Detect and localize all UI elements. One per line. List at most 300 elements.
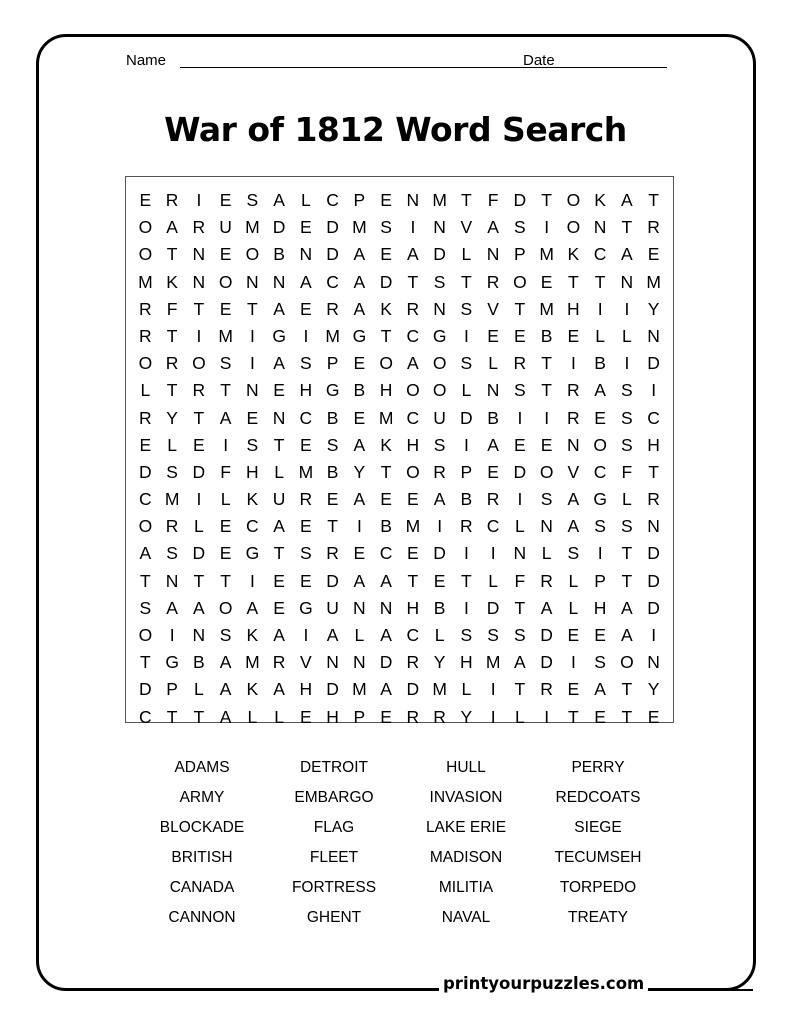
grid-cell: P bbox=[166, 679, 178, 700]
grid-cell: M bbox=[432, 679, 447, 700]
word-list-item: EMBARGO bbox=[294, 789, 374, 806]
grid-cell: E bbox=[139, 434, 152, 455]
grid-cell: Y bbox=[433, 652, 446, 673]
word-list-item: CANNON bbox=[168, 909, 236, 926]
grid-row bbox=[132, 323, 667, 350]
grid-cell: A bbox=[621, 625, 633, 645]
grid-cell: H bbox=[326, 706, 339, 727]
grid-row bbox=[132, 296, 667, 323]
grid-cell: E bbox=[594, 625, 606, 645]
grid-cell: S bbox=[514, 625, 526, 645]
grid-cell: I bbox=[223, 434, 229, 455]
grid-cell: O bbox=[566, 217, 581, 238]
grid-cell: N bbox=[486, 380, 500, 401]
grid-cell: I bbox=[624, 298, 630, 319]
grid-cell: T bbox=[621, 217, 633, 238]
grid-cell: D bbox=[326, 570, 339, 591]
grid-cell: A bbox=[273, 679, 285, 700]
grid-cell: N bbox=[192, 625, 206, 645]
grid-cell: D bbox=[513, 190, 527, 210]
grid-cell: S bbox=[166, 461, 178, 482]
grid-cell: N bbox=[513, 543, 527, 564]
word-list-item: FORTRESS bbox=[291, 879, 377, 896]
grid-cell: E bbox=[380, 706, 392, 727]
grid-cell: D bbox=[647, 597, 660, 618]
grid-cell: N bbox=[165, 570, 179, 591]
grid-cell: T bbox=[140, 652, 151, 673]
word-list-item: BRITISH bbox=[171, 849, 233, 866]
grid-cell: C bbox=[486, 516, 500, 537]
word-list bbox=[136, 757, 666, 937]
grid-cell: T bbox=[568, 706, 579, 727]
grid-cell: C bbox=[379, 543, 393, 564]
name-date-row bbox=[126, 52, 671, 72]
grid-cell: O bbox=[138, 244, 153, 265]
grid-cell: R bbox=[165, 353, 179, 374]
grid-cell: E bbox=[300, 516, 312, 537]
grid-cell: I bbox=[463, 434, 469, 455]
grid-cell: N bbox=[246, 271, 259, 292]
grid-cell: Y bbox=[647, 298, 660, 319]
grid-cell: N bbox=[620, 271, 634, 292]
grid-cell: A bbox=[353, 271, 366, 292]
grid-cell: S bbox=[460, 353, 473, 374]
grid-cell: A bbox=[139, 543, 152, 564]
grid-cell: N bbox=[593, 217, 607, 238]
grid-cell: E bbox=[380, 244, 392, 265]
grid-cell: S bbox=[139, 597, 152, 618]
grid-cell: A bbox=[407, 244, 419, 265]
grid-cell: R bbox=[192, 217, 206, 238]
grid-cell: S bbox=[326, 434, 339, 455]
grid-cell: O bbox=[218, 597, 233, 618]
grid-cell: N bbox=[433, 298, 446, 319]
grid-cell: T bbox=[407, 271, 419, 292]
grid-cell: P bbox=[353, 190, 366, 210]
grid-cell: C bbox=[326, 190, 339, 210]
grid-cell: L bbox=[461, 244, 472, 265]
grid-cell: A bbox=[219, 706, 232, 727]
grid-cell: S bbox=[540, 489, 553, 510]
grid-cell: R bbox=[139, 407, 152, 428]
grid-cell: A bbox=[166, 597, 178, 618]
grid-cell: K bbox=[166, 271, 178, 292]
grid-cell: F bbox=[220, 461, 231, 482]
grid-cell: D bbox=[540, 625, 553, 645]
grid-cell: A bbox=[300, 271, 312, 292]
grid-cell: A bbox=[380, 625, 392, 645]
footer-rule-right bbox=[650, 989, 753, 991]
word-list-item: PERRY bbox=[571, 759, 625, 776]
grid-cell: T bbox=[461, 570, 472, 591]
grid-cell: C bbox=[593, 461, 607, 482]
grid-cell: C bbox=[326, 271, 339, 292]
grid-cell: S bbox=[460, 298, 473, 319]
grid-cell: S bbox=[621, 434, 633, 455]
grid-cell: N bbox=[567, 434, 580, 455]
grid-cell: G bbox=[245, 543, 260, 564]
grid-cell: T bbox=[648, 461, 659, 482]
grid-cell: M bbox=[298, 461, 314, 482]
grid-cell: T bbox=[541, 380, 552, 401]
grid-cell: P bbox=[514, 244, 526, 265]
grid-cell: O bbox=[138, 217, 153, 238]
grid-cell: D bbox=[192, 543, 206, 564]
grid-cell: N bbox=[192, 271, 206, 292]
grid-cell: O bbox=[406, 461, 420, 482]
grid-cell: T bbox=[594, 271, 606, 292]
date-line bbox=[567, 67, 667, 68]
grid-cell: O bbox=[192, 353, 206, 374]
grid-cell: E bbox=[219, 298, 232, 319]
grid-cell: H bbox=[460, 652, 473, 673]
grid-cell: O bbox=[432, 353, 447, 374]
grid-cell: K bbox=[246, 489, 259, 510]
grid-cell: O bbox=[539, 461, 554, 482]
grid-cell: H bbox=[299, 679, 313, 700]
grid-cell: E bbox=[380, 489, 392, 510]
grid-cell: O bbox=[138, 353, 153, 374]
grid-cell: I bbox=[570, 652, 576, 673]
grid-cell: D bbox=[272, 217, 286, 238]
grid-cell: D bbox=[540, 652, 553, 673]
grid-cell: P bbox=[353, 706, 366, 727]
grid-cell: E bbox=[193, 434, 205, 455]
grid-cell: D bbox=[326, 679, 339, 700]
grid-cell: R bbox=[486, 489, 500, 510]
grid-cell: S bbox=[487, 625, 499, 645]
grid-cell: T bbox=[621, 543, 633, 564]
grid-cell: E bbox=[246, 407, 259, 428]
grid-cell: T bbox=[621, 706, 633, 727]
word-list-item: DETROIT bbox=[299, 759, 369, 776]
grid-cell: A bbox=[273, 516, 285, 537]
grid-cell: T bbox=[193, 570, 205, 591]
grid-cell: L bbox=[220, 489, 231, 510]
grid-cell: A bbox=[487, 217, 499, 238]
grid-cell: E bbox=[594, 706, 606, 727]
grid-cell: A bbox=[353, 570, 366, 591]
grid-cell: M bbox=[405, 516, 421, 537]
grid-cell: A bbox=[380, 679, 392, 700]
grid-cell: L bbox=[301, 190, 311, 210]
word-list-item: BLOCKADE bbox=[159, 819, 245, 836]
word-list-item: SIEGE bbox=[574, 819, 622, 836]
grid-cell: D bbox=[647, 570, 660, 591]
grid-cell: T bbox=[514, 679, 526, 700]
grid-cell: P bbox=[594, 570, 606, 591]
footer-rule-left bbox=[150, 989, 426, 991]
grid-cell: I bbox=[249, 325, 255, 346]
grid-cell: A bbox=[433, 489, 446, 510]
grid-cell: L bbox=[622, 325, 632, 346]
grid-cell: T bbox=[568, 271, 579, 292]
grid-cell: E bbox=[273, 570, 285, 591]
grid-cell: S bbox=[166, 543, 178, 564]
grid-cell: T bbox=[220, 570, 231, 591]
grid-cell: E bbox=[353, 407, 366, 428]
grid-cell: T bbox=[193, 298, 205, 319]
grid-cell: E bbox=[326, 489, 339, 510]
grid-cell: G bbox=[432, 325, 447, 346]
grid-cell: R bbox=[647, 217, 660, 238]
grid-cell: Y bbox=[353, 461, 366, 482]
grid-cell: L bbox=[167, 434, 177, 455]
grid-cell: I bbox=[544, 706, 550, 727]
grid-cell: E bbox=[514, 434, 526, 455]
grid-cell: A bbox=[621, 597, 633, 618]
grid-cell: L bbox=[194, 516, 204, 537]
grid-cell: O bbox=[513, 271, 527, 292]
grid-cell: D bbox=[326, 217, 339, 238]
grid-cell: I bbox=[356, 516, 362, 537]
grid-cell: M bbox=[352, 217, 367, 238]
grid-cell: T bbox=[273, 434, 285, 455]
grid-cell: E bbox=[300, 434, 312, 455]
grid-cell: S bbox=[219, 625, 232, 645]
grid-cell: R bbox=[326, 298, 339, 319]
grid-cell: N bbox=[647, 652, 660, 673]
word-list-item: ADAMS bbox=[174, 759, 230, 776]
grid-cell: E bbox=[219, 190, 232, 210]
grid-cell: I bbox=[544, 217, 550, 238]
grid-cell: C bbox=[139, 489, 152, 510]
grid-cell: A bbox=[353, 489, 366, 510]
grid-cell: M bbox=[378, 407, 394, 428]
grid-cell: O bbox=[566, 190, 581, 210]
grid-cell: O bbox=[379, 353, 393, 374]
word-list-item: MADISON bbox=[429, 849, 503, 866]
word-list-item: ARMY bbox=[179, 789, 225, 806]
grid-row bbox=[132, 350, 667, 377]
grid-row bbox=[132, 595, 667, 622]
grid-cell: D bbox=[433, 244, 446, 265]
grid-cell: T bbox=[327, 516, 338, 537]
grid-cell: T bbox=[166, 244, 178, 265]
grid-cell: K bbox=[246, 679, 259, 700]
grid-cell: S bbox=[433, 434, 446, 455]
grid-cell: C bbox=[299, 407, 313, 428]
grid-cell: I bbox=[490, 679, 496, 700]
grid-cell: A bbox=[246, 597, 259, 618]
grid-cell: C bbox=[139, 706, 152, 727]
footer-site: printyourpuzzles.com bbox=[439, 974, 648, 993]
grid-cell: E bbox=[540, 271, 553, 292]
grid-cell: O bbox=[218, 271, 233, 292]
grid-cell: L bbox=[541, 543, 552, 564]
grid-cell: C bbox=[406, 625, 420, 645]
grid-cell: A bbox=[621, 244, 633, 265]
grid-cell: I bbox=[570, 353, 576, 374]
grid-cell: A bbox=[273, 353, 285, 374]
word-list-item: FLEET bbox=[309, 849, 359, 866]
grid-cell: A bbox=[407, 353, 419, 374]
grid-row bbox=[132, 377, 667, 404]
grid-cell: E bbox=[139, 190, 152, 210]
grid-cell: H bbox=[406, 434, 420, 455]
grid-cell: E bbox=[567, 325, 580, 346]
grid-cell: R bbox=[139, 325, 152, 346]
grid-cell: A bbox=[219, 652, 232, 673]
grid-cell: A bbox=[487, 434, 499, 455]
grid-cell: I bbox=[490, 706, 496, 727]
grid-cell: N bbox=[272, 271, 286, 292]
grid-cell: B bbox=[594, 353, 606, 374]
letter-grid bbox=[125, 176, 674, 727]
grid-cell: D bbox=[326, 244, 339, 265]
grid-cell: R bbox=[540, 679, 553, 700]
grid-cell: L bbox=[194, 679, 204, 700]
grid-cell: H bbox=[299, 380, 313, 401]
grid-cell: E bbox=[487, 461, 499, 482]
grid-cell: B bbox=[433, 597, 446, 618]
grid-cell: N bbox=[192, 244, 206, 265]
grid-cell: V bbox=[460, 217, 473, 238]
grid-cell: I bbox=[196, 489, 202, 510]
grid-cell: B bbox=[380, 516, 392, 537]
grid-cell: B bbox=[273, 244, 285, 265]
grid-cell: G bbox=[165, 652, 179, 673]
grid-cell: L bbox=[140, 380, 151, 401]
grid-cell: S bbox=[621, 380, 633, 401]
grid-cell: I bbox=[544, 407, 550, 428]
grid-cell: S bbox=[567, 543, 580, 564]
grid-cell: H bbox=[246, 461, 259, 482]
grid-cell: A bbox=[567, 516, 580, 537]
grid-cell: U bbox=[219, 217, 232, 238]
grid-cell: D bbox=[513, 461, 527, 482]
grid-row bbox=[132, 568, 667, 595]
grid-cell: S bbox=[300, 543, 312, 564]
grid-row bbox=[132, 676, 667, 703]
grid-cell: E bbox=[647, 244, 660, 265]
grid-cell: S bbox=[621, 407, 633, 428]
grid-cell: S bbox=[300, 353, 312, 374]
grid-row bbox=[132, 540, 667, 567]
grid-cell: N bbox=[246, 380, 259, 401]
grid-cell: A bbox=[273, 298, 285, 319]
grid-cell: E bbox=[300, 298, 312, 319]
grid-cell: E bbox=[353, 353, 366, 374]
grid-cell: E bbox=[273, 597, 285, 618]
grid-cell: E bbox=[300, 217, 312, 238]
grid-cell: B bbox=[460, 489, 473, 510]
word-list-item: TREATY bbox=[568, 909, 628, 926]
grid-cell: N bbox=[406, 190, 420, 210]
grid-cell: H bbox=[593, 597, 607, 618]
grid-cell: R bbox=[139, 298, 152, 319]
grid-row bbox=[132, 405, 667, 432]
grid-cell: T bbox=[166, 706, 178, 727]
grid-cell: S bbox=[594, 652, 606, 673]
grid-cell: I bbox=[651, 380, 657, 401]
grid-cell: L bbox=[568, 570, 579, 591]
grid-cell: P bbox=[326, 353, 339, 374]
grid-cell: L bbox=[461, 679, 472, 700]
grid-cell: A bbox=[326, 625, 339, 645]
grid-cell: M bbox=[218, 325, 233, 346]
grid-cell: T bbox=[193, 706, 205, 727]
grid-cell: B bbox=[353, 380, 366, 401]
grid-cell: A bbox=[594, 679, 606, 700]
grid-cell: E bbox=[407, 543, 419, 564]
grid-cell: I bbox=[463, 325, 469, 346]
grid-cell: D bbox=[433, 543, 446, 564]
grid-cell: H bbox=[379, 380, 393, 401]
grid-cell: I bbox=[196, 325, 202, 346]
grid-cell: G bbox=[593, 489, 607, 510]
grid-cell: K bbox=[380, 434, 392, 455]
grid-cell: M bbox=[432, 190, 447, 210]
grid-cell: R bbox=[486, 271, 500, 292]
grid-cell: K bbox=[246, 625, 259, 645]
grid-cell: C bbox=[593, 244, 607, 265]
grid-cell: F bbox=[166, 298, 178, 319]
grid-cell: H bbox=[567, 298, 580, 319]
grid-cell: U bbox=[433, 407, 446, 428]
grid-cell: R bbox=[540, 570, 553, 591]
grid-cell: R bbox=[406, 706, 420, 727]
grid-row bbox=[132, 649, 667, 676]
grid-cell: E bbox=[380, 190, 392, 210]
grid-cell: E bbox=[594, 407, 606, 428]
grid-cell: O bbox=[432, 380, 447, 401]
grid-cell: L bbox=[622, 489, 632, 510]
grid-cell: O bbox=[245, 244, 260, 265]
grid-cell: T bbox=[380, 325, 392, 346]
grid-cell: T bbox=[461, 271, 472, 292]
grid-cell: C bbox=[246, 516, 259, 537]
grid-cell: U bbox=[326, 597, 339, 618]
grid-cell: K bbox=[594, 190, 606, 210]
grid-cell: A bbox=[219, 679, 232, 700]
grid-cell: E bbox=[273, 380, 285, 401]
grid-cell: R bbox=[272, 652, 286, 673]
grid-cell: G bbox=[272, 325, 286, 346]
name-label: Name bbox=[126, 52, 167, 69]
grid-cell: I bbox=[249, 353, 255, 374]
grid-cell: E bbox=[300, 570, 312, 591]
grid-cell: C bbox=[406, 407, 420, 428]
grid-cell: K bbox=[380, 298, 392, 319]
grid-cell: D bbox=[192, 461, 206, 482]
grid-cell: M bbox=[245, 652, 260, 673]
grid-cell: D bbox=[647, 543, 660, 564]
word-list-item: HULL bbox=[446, 759, 486, 776]
word-list-item: INVASION bbox=[429, 789, 503, 806]
grid-cell: Y bbox=[460, 706, 473, 727]
grid-cell: I bbox=[490, 543, 496, 564]
grid-cell: N bbox=[299, 244, 313, 265]
grid-cell: D bbox=[460, 407, 473, 428]
grid-cell: I bbox=[517, 407, 523, 428]
grid-cell: A bbox=[594, 380, 606, 401]
grid-cell: E bbox=[567, 625, 580, 645]
grid-cell: L bbox=[488, 570, 498, 591]
grid-cell: S bbox=[460, 625, 473, 645]
grid-cell: R bbox=[192, 380, 206, 401]
grid-cell: L bbox=[247, 706, 258, 727]
grid-cell: I bbox=[597, 543, 603, 564]
grid-cell: A bbox=[273, 190, 285, 210]
grid-cell: M bbox=[325, 325, 340, 346]
grid-cell: O bbox=[620, 652, 634, 673]
grid-cell: K bbox=[567, 244, 580, 265]
grid-cell: D bbox=[379, 271, 393, 292]
word-list-item: GHENT bbox=[306, 909, 362, 926]
grid-cell: B bbox=[540, 325, 553, 346]
grid-cell: I bbox=[651, 625, 657, 645]
